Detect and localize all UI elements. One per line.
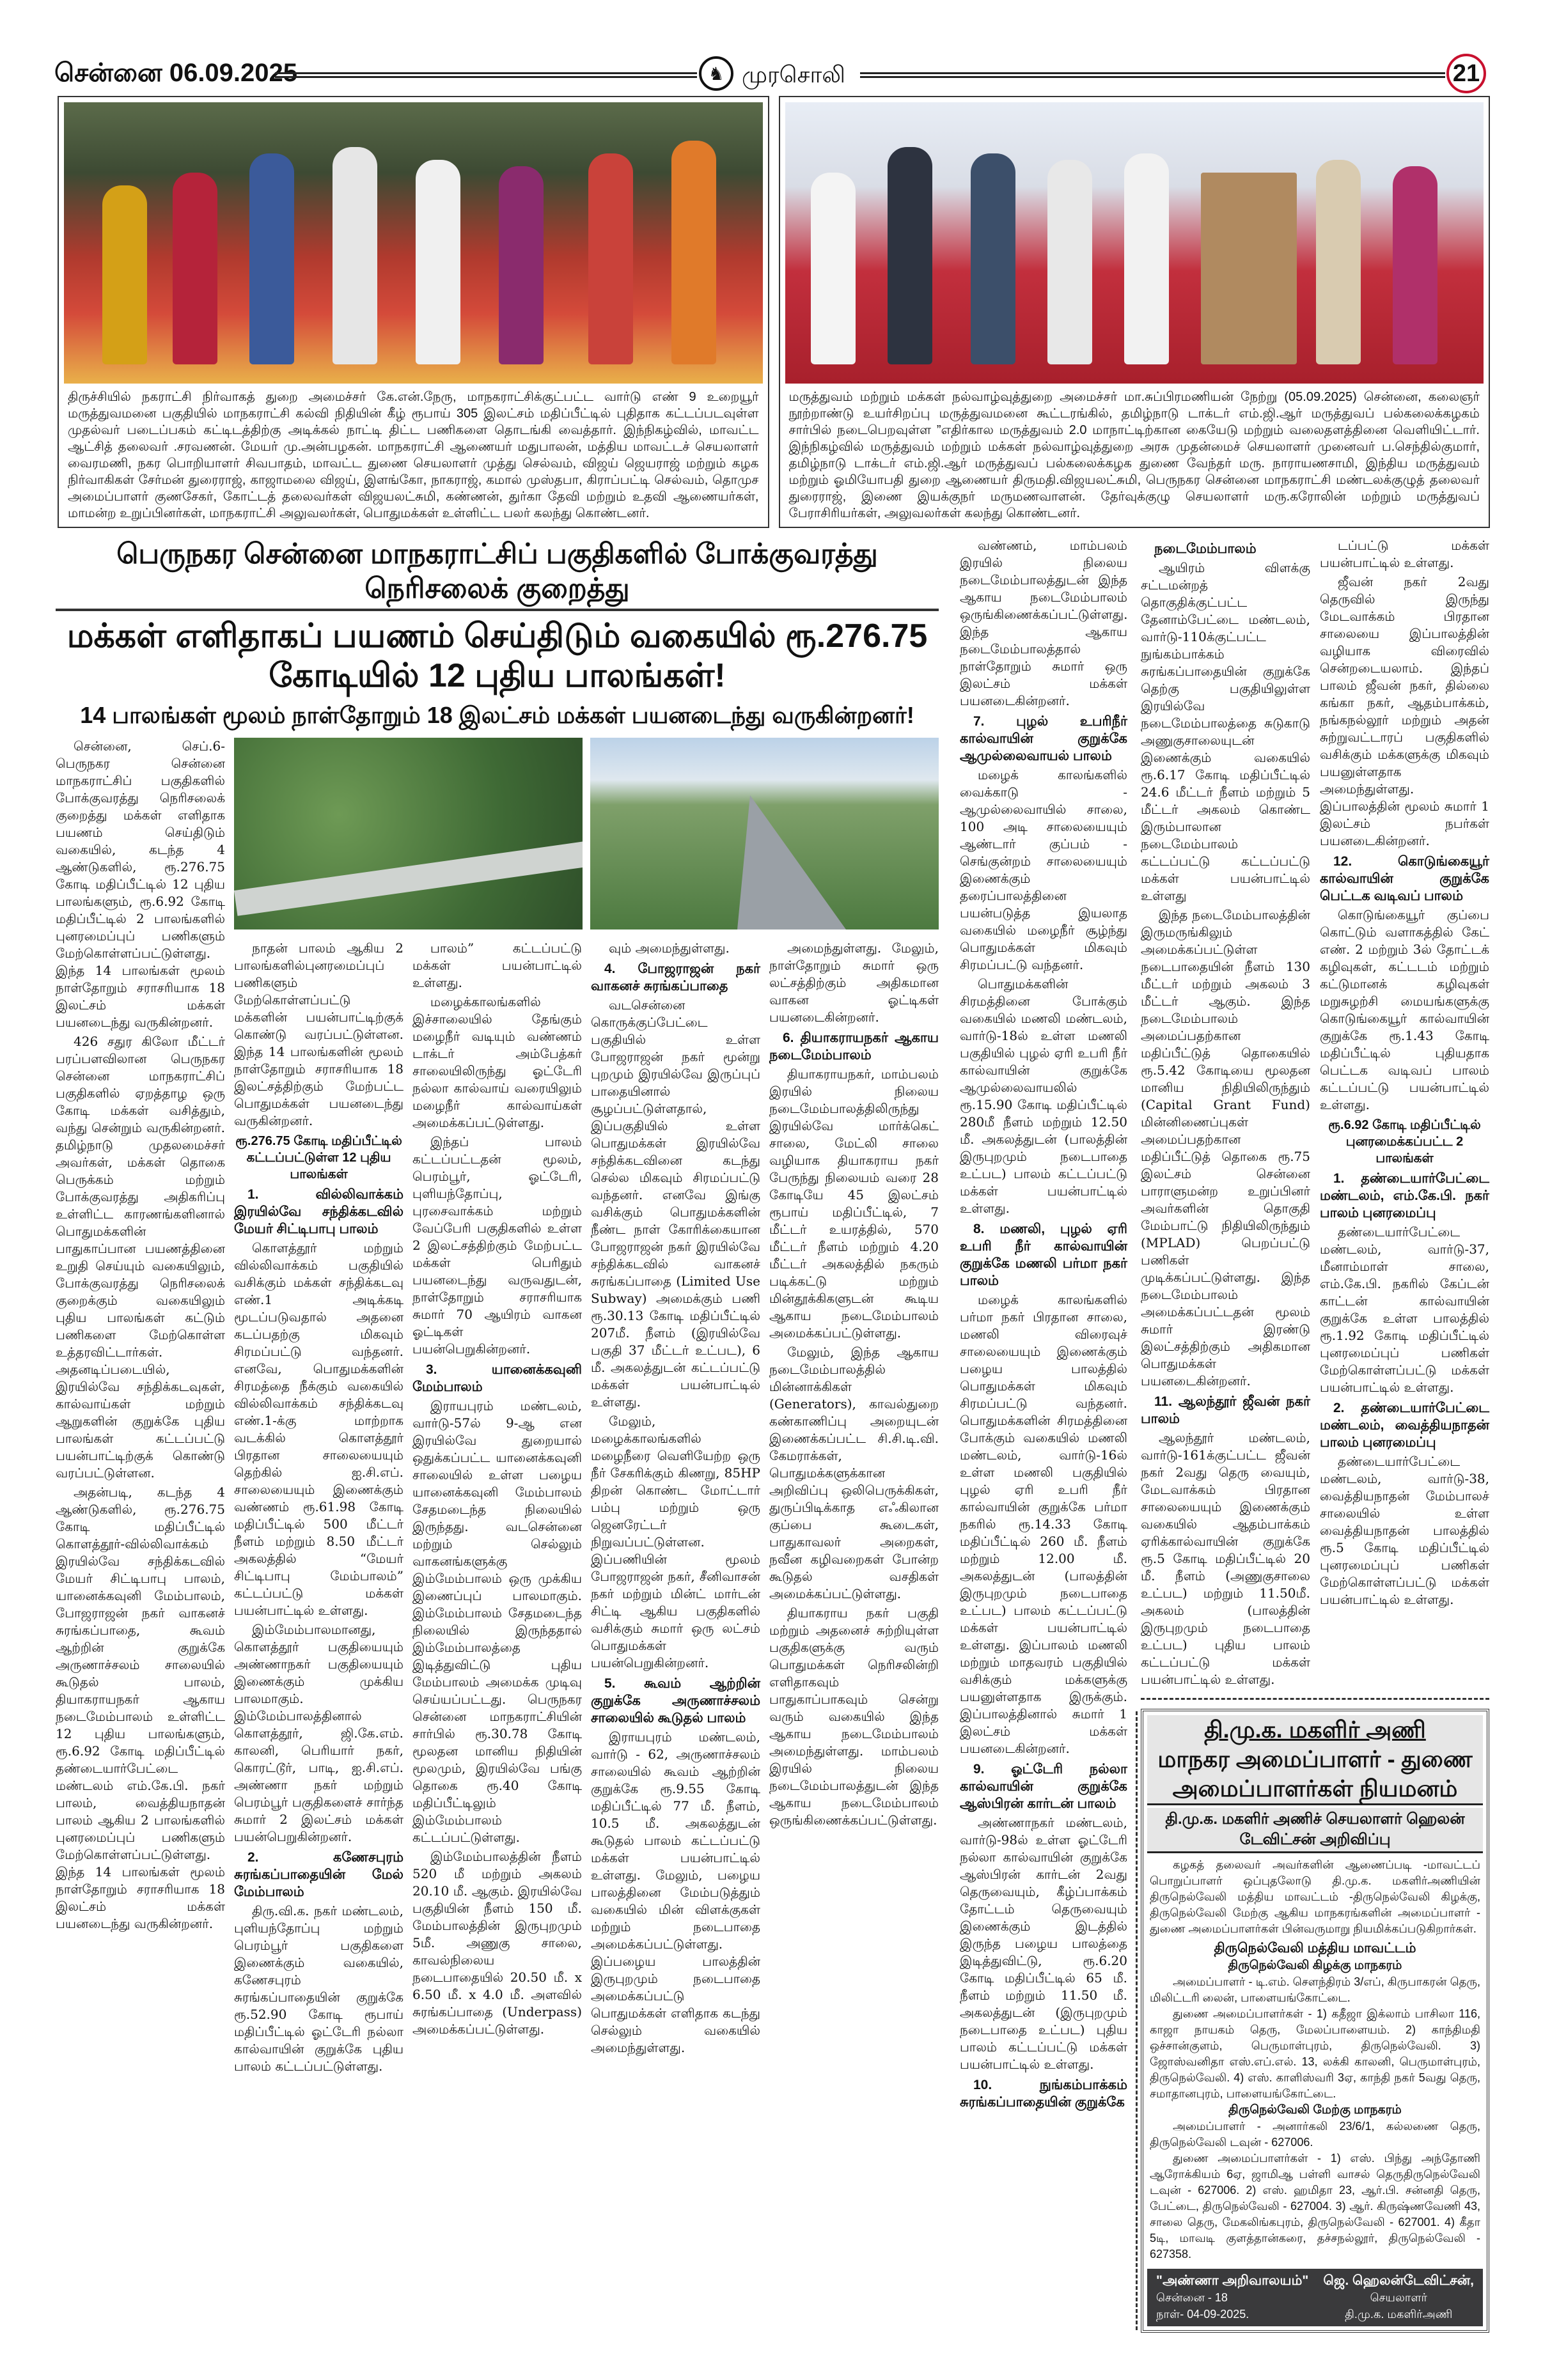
right-block bbox=[1141, 537, 1489, 2333]
notice-headline: மாநகர அமைப்பாளர் - துணை அமைப்பாளர்கள் நியமனம் bbox=[1147, 1745, 1483, 1805]
article-paragraph: அமைந்துள்ளது. மேலும், நாள்தோறும் சுமார் ஒரு லட்சத்திற்கும் அதிகமான வாகன ஓட்டிகள் பயனடைகின்றனர். bbox=[769, 940, 939, 1025]
article-paragraph: டப்பட்டு மக்கள் பயன்பாட்டில் உள்ளது. bbox=[1320, 538, 1489, 570]
photo-caption: திருச்சியில் நகராட்சி நிர்வாகத் துறை அமைச்சர் கே.என்.நேரு, மாநகராட்சிக்குட்பட்ட வார்டு எண் 9 உறையூர் மருத்துவமனை பகுதியில் மாநகராட்சி கல்வி நிதியின் கீழ் ரூபாய் 305 இலட்சம் மதிப்பீட்டில் புதிதாக கட்டப்படவுள்ள முதல்வர் படைப்பகம் கட்டிடத்திற்கு அடிக்கல் நாட்டி திட்ட பணிகளை தொடங்கி வைத்தார். இந்நிகழ்வில், மாவட்ட ஆட்சித் தலைவர் .சரவணன். மேயர் மு.அன்பழகன். மாநகராட்சி ஆணையர் மதுபாலன், மத்திய மாவட்டச் செயலாளர் வைரமணி, நகர பொறியாளர் சிவபாதம், மாவட்ட துணை செயலாளர் முத்து செல்வம், விஜய் ஜெயராஜ் மற்றும் கழக நிர்வாகிகள் சேர்மன் துரைராஜ், காஜாமலை விஜய், இளங்கோ, நாகராஜ், கமால் முஸ்தபா, கிராப்பட்டி செல்வம், தொமுச அமைப்பாளர் குணசேகர், கோட்டத் தலைவர்கள் விஜயலட்சுமி, கண்ணன், துர்கா தேவி மற்றும் உதவி ஆணையர்கள், மாமன்ற உறுப்பினர்கள், மாநகராட்சி அலுவலர்கள், பொதுமக்கள் உள்ளிட்ட பலர் கலந்து கொண்டனர். bbox=[68, 390, 759, 520]
article-paragraph: இம்மேம்பாலத்தின் நீளம் 520 மீ மற்றும் அகலம் 20.10 மீ. ஆகும். இரயில்வே பகுதியின் நீளம் 150 மீ. மேம்பாலத்தின் இருபுறமும் 5மீ. அணுகு சாலை, காவல்நிலைய நடைபாதையில் 20.50 மீ. x 6.50 மீ. x 4.0 மீ. அளவில் சுரங்கப்பாதை (Underpass) அமைக்கப்பட்டுள்ளது. bbox=[412, 1849, 582, 2037]
notice-signature-block bbox=[1147, 2269, 1483, 2326]
edition-date: சென்னை 06.09.2025 bbox=[54, 59, 298, 87]
office-name: "அண்ணா அறிவாலயம்" bbox=[1156, 2273, 1309, 2288]
article-paragraph: இராயபுரம் மண்டலம், வார்டு - 62, அருணாச்சலம் சாலையில் கூவம் ஆற்றின் குறுக்கே ரூ.9.55 கோடி மதிப்பீட்டில் 77 மீ. நீளம், 10.5 மீ. அகலத்துடன் கூடுதல் பாலம் கட்டப்பட்டு மக்கள் பயன்பாட்டில் உள்ளது. மேலும், பழைய பாலத்தினை மேம்படுத்தும் வகையில் மின் விளக்குகள் மற்றும் நடைபாதை அமைக்கப்பட்டுள்ளது. இப்பழைய பாலத்தின் இருபுறமும் நடைபாதை அமைக்கப்பட்டு பொதுமக்கள் எளிதாக கடந்து செல்லும் வகையில் அமைந்துள்ளது. bbox=[591, 1729, 760, 2055]
article-paragraph: கொடுங்கையூர் குப்பை கொட்டும் வளாகத்தில் கேட் எண். 2 மற்றும் 3ல் தோட்டக் கழிவுகள், கட்டடம் மற்றும் கட்டுமானக் கழிவுகள் மறுசுழற்சி மையங்களுக்கு கொடுங்கையூர் கால்வாயின் குறுக்கே ரூ.1.43 கோடி மதிப்பீட்டில் புதியதாக பெட்டக வடிவப் பாலம் கட்டப்பட்டு பயன்பாட்டில் உள்ளது. bbox=[1320, 907, 1489, 1112]
article-paragraph: தண்டையார்பேட்டை மண்டலம், வார்டு-38, வைத்தியநாதன் மேம்பாலச் சாலையில் உள்ள வைத்தியநாதன் பாலத்தில் ரூ.5 கோடி மதிப்பீட்டில் புனரமைப்புப் பணிகள் மேற்கொள்ளப்பட்டு மக்கள் பயன்பாட்டில் உள்ளது. bbox=[1320, 1454, 1489, 1607]
article-kicker: பெருநகர சென்னை மாநகராட்சிப் பகுதிகளில் போக்குவரத்து நெரிசலைக் குறைத்து bbox=[116, 538, 878, 604]
article-column-8 bbox=[1320, 537, 1489, 1690]
photo-caption: மருத்துவம் மற்றும் மக்கள் நல்வாழ்வுத்துறை அமைச்சர் மா.சுப்பிரமணியன் நேற்று (05.09.2025) சென்னை, கலைஞர் நூற்றாண்டு உயர்சிறப்பு மருத்துவமனை கூட்டரங்கில், தமிழ்நாடு டாக்டர் எம்.ஜி.ஆர் மருத்துவப் பல்கலைக்கழகம் சார்பில் நடைபெறவுள்ள ”எதிர்கால மருத்துவம் 2.0 மாநாட்டிற்கான கையேடு மற்றும் வலைதளத்தினை வெளியிட்டார். இந்நிகழ்வில் மருத்துவம் மற்றும் மக்கள் நல்வாழ்வுத்துறை அரசு முதன்மைச் செயலாளர் முனைவர் ப.செந்தில்குமார், தமிழ்நாடு டாக்டர் எம்.ஜி.ஆர் மருத்துவப் பல்கலைக்கழக துணை வேந்தர் மரு. நாராயணசாமி, இந்திய மருத்துவம் மற்றும் ஓமியோபதி துறை ஆணையர் திருமதி.விஜயலட்சுமி, பெருநகர சென்னை மாநகராட்சி மண்டலக்குழுத் தலைவர் துரைராஜ், இணை இயக்குநர் மருமணவாளன். தேர்வுக்குழு செயலாளர் மரு.கரோலின் மற்றும் மருத்துவப் பேராசிரியர்கள், அலுவலர்கள் கலந்து கொண்டனர். bbox=[788, 390, 1480, 520]
article-column-1 bbox=[56, 738, 225, 2077]
article-section-heading: 2. கணேசபுரம் சுரங்கப்பாதையின் மேல் மேம்பாலம் bbox=[234, 1850, 403, 1899]
deputies: துணை அமைப்பாளர்கள் - 1) எஸ். பிந்து அந்தோணி ஆரோக்கியம் 6ஏ, ஜாமிஆ பள்ளி வாசல் தெருதிருநெல்வேலி டவுன் - 627006. 2) எஸ். ஹமிதா 23, ஆர்.பி. சன்னதி தெரு, பேட்டை, திருநெல்வேலி - 627004. 3) ஆர். கிருஷ்ணவேணி 43, சாலை தெரு, மேகலிங்கபுரம், திருநெல்வேலி - 627001. 4) கீதா 5டி, மாவடி குளத்தான்கரை, தச்சநல்லூர், திருநெல்வேலி - 627358. bbox=[1150, 2152, 1480, 2260]
article-paragraph: அதன்படி, கடந்த 4 ஆண்டுகளில், ரூ.276.75 கோடி மதிப்பீட்டில் கொளத்தூர்-வில்லிவாக்கம் இரயில்வே சந்திக்கடவில் மேயர் சிட்டிபாபு பாலம், யானைக்கவுனி மேம்பாலம், போஜராஜன் நகர் வாகனச் சுரங்கப்பாதை, கூவம் ஆற்றின் குறுக்கே அருணாச்சலம் சாலையில் கூடுதல் பாலம், தியாகராயநகர் ஆகாய நடைமேம்பாலம் உள்ளிட்ட 12 புதிய பாலங்களும், ரூ.6.92 கோடி மதிப்பீட்டில் தண்டையார்பேட்டை மண்டலம் எம்.கே.பி. நகர் பாலம், வைத்தியநாதன் பாலம் ஆகிய 2 பாலங்களில் புனரமைப்புப் பணிகளும் மேற்கொள்ளப்பட்டுள்ளது. இந்த 14 பாலங்கள் மூலம் நாள்தோறும் சராசரியாக 18 இலட்சம் மக்கள் பயனடைந்து வருகின்றனர். bbox=[56, 1484, 225, 1931]
article-section-heading: 3. யானைக்கவுனி மேம்பாலம் bbox=[412, 1362, 582, 1394]
article-paragraph: ஆலந்தூர் மண்டலம், வார்டு-161க்குட்பட்ட ஜீவன் நகர் 2வது தெரு வையும், மேடவாக்கம் பிரதான சாலையையும் இணைக்கும் வகையில் ஆதம்பாக்கம் ஏரிக்கால்வாயின் குறுக்கே ரூ.5 கோடி மதிப்பீட்டில் 20 மீ. நீளம் (அணுகுசாலை உட்பட) மற்றும் 11.50மீ. அகலம் (பாலத்தின் இருபுறமும் நடைபாதை உட்பட) புதிய பாலம் கட்டப்பட்டு மக்கள் பயன்பாட்டில் உள்ளது. bbox=[1141, 1430, 1310, 1687]
dmk-womens-wing-notice bbox=[1141, 1709, 1489, 2333]
main-article-area bbox=[56, 537, 1543, 2333]
article-paragraph: இந்த நடைமேம்பாலத்தின் இருமருங்கிலும் அமைக்கப்பட்டுள்ள நடைபாதையின் நீளம் 130 மீட்டர் மற்றும் அகலம் 3 மீட்டர் ஆகும். இந்த நடைமேம்பாலம் அமைப்பதற்கான மதிப்பீட்டுத் தொகையில் ரூ.5.42 கோடியை மூலதன மானிய நிதியிலிருந்தும் (Capital Grant Fund) மின்னிணைப்புகள் அமைப்பதற்கான மதிப்பீட்டுத் தொகை ரூ.75 இலட்சம் சென்னை பாராளுமன்ற உறுப்பினர் அவர்களின் தொகுதி மேம்பாட்டு நிதியிலிருந்தும் (MPLAD) பெறப்பட்டு பணிகள் முடிக்கப்பட்டுள்ளது. இந்த நடைமேம்பாலம் அமைக்கப்பட்டதன் மூலம் சுமார் இரண்டு இலட்சத்திற்கும் அதிகமான பொதுமக்கள் பயனடைகின்றனர். bbox=[1141, 907, 1310, 1388]
notice-subtitle: தி.மு.க. மகளிர் அணிச் செயலாளர் ஹெலன் டேவிட்சன் அறிவிப்பு bbox=[1147, 1808, 1483, 1853]
article-paragraph: ஜீவன் நகர் 2வது தெருவில் இருந்து மேடவாக்கம் பிரதான சாலையை இப்பாலத்தின் வழியாக விரைவில் சென்றடையலாம். இந்தப் பாலம் ஜீவன் நகர், தில்லை கங்கா நகர், ஆதம்பாக்கம், நங்கநல்லூர் மற்றும் அதன் சுற்றுவட்டாரப் பகுதிகளில் வசிக்கும் மக்களுக்கு மிகவும் பயனுள்ளதாக அமைந்துள்ளது. இப்பாலத்தின் மூலம் சுமார் 1 இலட்சம் நபர்கள் பயனடைகின்றனர். bbox=[1320, 574, 1489, 848]
paper-name: முரசொலி bbox=[742, 61, 845, 88]
article-section-heading: 8. மணலி, புழல் ஏரி உபரி நீர் கால்வாயின் குறுக்கே மணலி பர்மா நகர் பாலம் bbox=[960, 1222, 1127, 1288]
article-paragraph: ஆயிரம் விளக்கு சட்டமன்றத் தொகுதிக்குட்பட்ட தேனாம்பேட்டை மண்டலம், வார்டு-110க்குட்பட்ட நுங்கம்பாக்கம் சுரங்கப்பாதையின் குறுக்கே தெற்கு பகுதியிலுள்ள இரயில்வே நடைமேம்பாலத்தை சுடுகாடு அணுகுசாலையுடன் இணைக்கும் வகையில் ரூ.6.17 கோடி மதிப்பீட்டில் 24.6 மீட்டர் நீளம் மற்றும் 5 மீட்டர் அகலம் கொண்ட இரும்பாலான நடைமேம்பாலம் கட்டப்பட்டு கட்டப்பட்டு மக்கள் பயன்பாட்டில் உள்ளது bbox=[1141, 560, 1310, 903]
article-section-heading: 4. போஜராஜன் நகர் வாகனச் சுரங்கப்பாதை bbox=[591, 961, 760, 993]
article-paragraph: கொளத்தூர் மற்றும் வில்லிவாக்கம் பகுதியில் வசிக்கும் மக்கள் சந்திக்கடவு எண்.1 அடிக்கடி மூடப்படுவதால் அதனை கடப்பதற்கு மிகவும் சிரமப்பட்டு வந்தனர். எனவே, பொதுமக்களின் சிரமத்தை நீக்கும் வகையில் வில்லிவாக்கம் சந்திக்கடவு எண்.1-க்கு மாற்றாக வடக்கில் கொளத்தூர் பிரதான சாலையையும் தெற்கில் ஐ.சி.எப். சாலையையும் இணைக்கும் வண்ணம் ரூ.61.98 கோடி மதிப்பீட்டில் 500 மீட்டர் நீளம் மற்றும் 8.50 மீட்டர் அகலத்தில் “மேயர் சிட்டிபாபு மேம்பாலம்” கட்டப்பட்டு மக்கள் பயன்பாட்டில் உள்ளது. bbox=[234, 1240, 403, 1618]
notice-intro: கழகத் தலைவர் அவர்களின் ஆணைப்படி -மாவட்டப் பொறுப்பாளர் ஒப்புதலோடு தி.மு.க. மகளிர்அணியின் திருநெல்வேலி மத்திய மாவட்டம் -திருநெல்வேலி கிழக்கு, திருநெல்வேலி மேற்கு ஆகிய மாநகரங்களின் அமைப்பாளர் - துணை அமைப்பாளர்கள் பின்வருமாறு நியமிக்கப்படுகிறார்கள். bbox=[1150, 1858, 1480, 1935]
drum-logo-icon: ♞ bbox=[699, 56, 733, 91]
article-headline: மக்கள் எளிதாகப் பயணம் செய்திடும் வகையில் ரூ.276.75 கோடியில் 12 புதிய பாலங்கள்! bbox=[67, 618, 928, 694]
signatory-name: ஜெ. ஹெலன்டேவிட்சன், bbox=[1323, 2273, 1474, 2288]
article-paragraph: பொதுமக்களின் சிரமத்தினை போக்கும் வகையில் மணலி மண்டலம், வார்டு-18ல் உள்ள மணலி பகுதியில் புழல் ஏரி உபரி நீர் கால்வாயின் குறுக்கே ஆமுல்லைவாயலில் ரூ.15.90 கோடி மதிப்பீட்டில் 280மீ நீளம் மற்றும் 12.50 மீ. அகலத்துடன் (பாலத்தின் இருபுறமும் நடைபாதை உட்பட) பாலம் கட்டப்பட்டு மக்கள் பயன்பாட்டில் உள்ளது. bbox=[960, 976, 1127, 1216]
notice-district: திருநெல்வேலி மத்திய மாவட்டம் bbox=[1214, 1941, 1416, 1956]
article-photos bbox=[234, 738, 939, 929]
article-paragraph: தியாகராயநகர், மாம்பலம் இரயில் நிலைய நடைமேம்பாலத்திலிருந்து இரயில்வே மார்க்கெட் சாலை, மேட்லி சாலை வழியாக தியாகராய நகர் பேருந்து நிலையம் வரை 28 கோடியே 45 இலட்சம் ரூபாய் மதிப்பீட்டில், 7 மீட்டர் உயரத்தில், 570 மீட்டர் நீளம் மற்றும் 4.20 மீட்டர் அகலத்தில் நகரும் படிக்கட்டு மற்றும் மின்தூக்கிகளுடன் கூடிய ஆகாய நடைமேம்பாலம் அமைக்கப்பட்டுள்ளது. bbox=[769, 1066, 939, 1341]
notice-date: நாள்- 04-09-2025. bbox=[1156, 2308, 1249, 2321]
article-section-heading: 2. தண்டையார்பேட்டை மண்டலம், வைத்தியநாதன் பாலம் புனரமைப்பு bbox=[1320, 1401, 1489, 1450]
organizer: அமைப்பாளர் - அனார்கலி 23/6/1, கல்லணை தெரு, திருநெல்வேலி டவுன் - 627006. bbox=[1150, 2120, 1480, 2149]
article-section-heading: 1. வில்லிவாக்கம் இரயில்வே சந்திக்கடவில் மேயர் சிட்டிபாபு பாலம் bbox=[234, 1187, 403, 1236]
article-paragraph: மழைக்காலங்களில் இச்சாலையில் தேங்கும் மழைநீர் வடியும் வண்ணம் டாக்டர் அம்பேத்கர் சாலையிலிருந்து ஓட்டேரி நல்லா கால்வாய் வரையிலும் மழைநீர் கால்வாய்கள் அமைக்கப்பட்டுள்ளது. bbox=[412, 994, 582, 1130]
organizer: அமைப்பாளர் - டி.எம். சௌந்திரம் 3/எப், கிருபாகரன் தெரு, மிலிட்டரி லைன், பாளையங்கோட்டை. bbox=[1150, 1975, 1480, 2004]
office-city: சென்னை - 18 bbox=[1156, 2291, 1228, 2304]
article-section-heading: 9. ஓட்டேரி நல்லா கால்வாயின் குறுக்கே ஆஸ்பிரன் கார்டன் பாலம் bbox=[960, 1762, 1127, 1811]
photo-story-health-minister bbox=[779, 96, 1491, 528]
article-paragraph: தண்டையார்பேட்டை மண்டலம், வார்டு-37, மீனாம்மாள் சாலை, எம்.கே.பி. நகரில் கேப்டன் காட்டன் கால்வாயின் குறுக்கே உள்ள பாலத்தில் ரூ.1.92 கோடி மதிப்பீட்டில் புனரமைப்புப் பணிகள் மேற்கொள்ளப்பட்டு மக்கள் பயன்பாட்டில் உள்ளது. bbox=[1320, 1224, 1489, 1395]
article-column-5 bbox=[769, 940, 939, 2077]
article-section-heading: 5. கூவம் ஆற்றின் குறுக்கே அருணாச்சலம் சாலையில் கூடுதல் பாலம் bbox=[591, 1676, 760, 1725]
article-paragraph: அண்ணாநகர் மண்டலம், வார்டு-98ல் உள்ள ஓட்டேரி நல்லா கால்வாயின் குறுக்கே ஆஸ்பிரன் கார்டன் 2வது தெருவையும், கீழ்ப்பாக்கம் தோட்டம் தெருவையும் இணைக்கும் இடத்தில் இருந்த பழைய பாலத்தை இடித்துவிட்டு, ரூ.6.20 கோடி மதிப்பீட்டில் 65 மீ. நீளம் மற்றும் 11.50 மீ. அகலத்துடன் (இருபுறமும் நடைபாதை உட்பட) புதிய பாலம் கட்டப்பட்டு மக்கள் பயன்பாட்டில் உள்ளது. bbox=[960, 1815, 1127, 2072]
article-section-heading: 7. புழல் உபரிநீர் கால்வாயின் குறுக்கே ஆமுல்லைவாயல் பாலம் bbox=[960, 714, 1127, 763]
article-section-heading: 6. தியாகராயநகர் ஆகாய நடைமேம்பாலம் bbox=[769, 1031, 939, 1062]
photo-story-trichy bbox=[58, 96, 769, 528]
article-lead-region bbox=[56, 537, 939, 2077]
signatory-org: தி.மு.க. மகளிர்அணி bbox=[1345, 2308, 1453, 2321]
article-section-heading: 1. தண்டையார்பேட்டை மண்டலம், எம்.கே.பி. நகர் பாலம் புனரமைப்பு bbox=[1320, 1171, 1489, 1220]
article-paragraph: தியாகராய நகர் பகுதி மற்றும் அதனைச் சுற்றியுள்ள பகுதிகளுக்கு வரும் பொதுமக்கள் நெரிசலின்றி எளிதாகவும் பாதுகாப்பாகவும் சென்று வரும் வகையில் இந்த ஆகாய நடைமேம்பாலம் அமைந்துள்ளது. மாம்பலம் இரயில் நிலைய நடைமேம்பாலத்துடன் இந்த ஆகாய நடைமேம்பாலம் ஒருங்கிணைக்கப்பட்டுள்ளது. bbox=[769, 1605, 939, 1828]
article-body bbox=[56, 738, 939, 2077]
article-paragraph: திரு.வி.க. நகர் மண்டலம், புளியந்தோப்பு மற்றும் பெரம்பூர் பகுதிகளை இணைக்கும் வகையில், கணேசபுரம் சுரங்கப்பாதையின் குறுக்கே ரூ.52.90 கோடி ரூபாய் மதிப்பீட்டில் ஓட்டேரி நல்லா கால்வாயின் குறுக்கே புதிய பாலம் கட்டப்பட்டுள்ளது. bbox=[234, 1903, 403, 2074]
article-subheadline: 14 பாலங்கள் மூலம் நாள்தோறும் 18 இலட்சம் மக்கள் பயனடைந்து வருகின்றனர்! bbox=[80, 702, 914, 728]
article-paragraph: மேலும், மழைக்காலங்களில் மழைநீரை வெளியேற்ற ஒரு நீர் சேகரிக்கும் கிணறு, 85HP திறன் கொண்ட மோட்டார் பம்பு மற்றும் ஒரு ஜெனரேட்டர் நிறுவப்பட்டுள்ளன. இப்பணியின் மூலம் போஜராஜன் நகர், சீனிவாசன் நகர் மற்றும் மின்ட் மார்டன் சிட்டி ஆகிய பகுதிகளில் வசிக்கும் சுமார் ஒரு லட்சம் பொதுமக்கள் பயன்பெறுகின்றனர். bbox=[591, 1413, 760, 1670]
signatory-role: செயலாளர் bbox=[1370, 2291, 1427, 2304]
photo-bridge-road bbox=[590, 738, 939, 929]
article-column-6 bbox=[960, 537, 1127, 2113]
article-section-heading: 12. கொடுங்கையூர் கால்வாயின் குறுக்கே பெட்டக வடிவப் பாலம் bbox=[1320, 854, 1489, 903]
article-paragraph: பாலம்” கட்டப்பட்டு மக்கள் பயன்பாட்டில் உள்ளது. bbox=[412, 940, 582, 990]
photo-foundation-stone-ceremony bbox=[64, 102, 763, 384]
article-paragraph: வடசென்னை கொருக்குப்பேட்டை பகுதியில் உள்ள போஜராஜன் நகர் மூன்று புறமும் இரயில்வே இருப்புப் பாதையினால் சூழப்பட்டுள்ளதால், இப்பகுதியில் உள்ள பொதுமக்கள் இரயில்வே சந்திக்கடவினை கடந்து செல்ல மிகவும் சிரமப்பட்டு வந்தனர். எனவே இங்கு வசிக்கும் பொதுமக்களின் நீண்ட நாள் கோரிக்கையான போஜராஜன் நகர் இரயில்வே சந்திக்கடவில் வாகனச் சுரங்கப்பாதை (Limited Use Subway) அமைக்கும் பணி ரூ.30.13 கோடி மதிப்பீட்டில் 207மீ. நீளம் (இரயில்வே பகுதி 37 மீட்டர் உட்பட), 6 மீ. அகலத்துடன் கட்டப்பட்டு மக்கள் பயன்பாட்டில் உள்ளது. bbox=[591, 997, 760, 1410]
article-paragraph: இந்தப் பாலம் கட்டப்பட்டதன் மூலம், பெரம்பூர், ஓட்டேரி, புளியந்தோப்பு, புரசைவாக்கம் மற்றும் வேப்பேரி பகுதிகளில் உள்ள 2 இலட்சத்திற்கும் மேற்பட்ட மக்கள் பெரிதும் பயனடைந்து வருவதுடன், நாள்தோறும் சராசரியாக சுமார் 70 ஆயிரம் வாகன ஓட்டிகள் பயன்பெறுகின்றனர். bbox=[412, 1134, 582, 1357]
headline-rule bbox=[56, 609, 939, 611]
header-rule bbox=[275, 72, 697, 78]
deputies: துணை அமைப்பாளர்கள் - 1) கதீஜா இக்லாம் பாசிலா 116, காஜா நாயகம் தெரு, மேலப்பாளையம். 2) காந்திமதி ஒச்சான்குளம், பெருமாள்புரம், திருநெல்வேலி. 3) ஜோஸ்வனிதா எஸ்.எப்.எல். 13, லக்கி காலனி, பெருமாள்புரம், திருநெல்வேலி. 4) எஸ். காளிஸ்வரி 3ஏ, காந்தி நகர் 5வது தெரு, சமாதானபுரம், பாளையங்கோட்டை. bbox=[1150, 2007, 1480, 2100]
article-column-7 bbox=[1141, 537, 1310, 1690]
notice-title: தி.மு.க. மகளிர் அணி bbox=[1147, 1715, 1483, 1745]
article-section-heading: 11. ஆலந்தூர் ஜீவன் நகர் பாலம் bbox=[1141, 1394, 1310, 1426]
top-photo-row bbox=[58, 96, 1490, 528]
dashed-divider bbox=[1136, 1711, 1138, 2330]
page-number: 21 bbox=[1446, 54, 1486, 93]
article-column-4 bbox=[591, 940, 760, 2077]
article-paragraph: மழைக் காலங்களில் பர்மா நகர் பிரதான சாலை, மணலி விரைவுச் சாலையையும் இணைக்கும் பழைய பாலத்தில் பொதுமக்கள் மிகவும் சிரமப்பட்டு வந்தனர். பொதுமக்களின் சிரமத்தினை போக்கும் வகையில் மணலி மண்டலம், வார்டு-16ல் உள்ள மணலி பகுதியில் புழல் ஏரி உபரி நீர் கால்வாயின் குறுக்கே பர்மா நகரில் ரூ.14.33 கோடி மதிப்பீட்டில் 260 மீ. நீளம் மற்றும் 12.00 மீ. அகலத்துடன் (பாலத்தின் இருபுறமும் நடைபாதை உட்பட) பாலம் கட்டப்பட்டு மக்கள் பயன்பாட்டில் உள்ளது. இப்பாலம் மணலி மற்றும் மாதவரம் பகுதியில் வசிக்கும் மக்களுக்கு பயனுள்ளதாக இருக்கும். இப்பாலத்தினால் சுமார் 1 இலட்சம் மக்கள் பயனடைகின்றனர். bbox=[960, 1292, 1127, 1756]
article-paragraph: மழைக் காலங்களில் வைக்காடு - ஆமுல்லைவாயில் சாலை, 100 அடி சாலையையும் ஆண்டார் குப்பம் - செங்குன்றம் சாலையையும் இணைக்கும் தரைப்பாலத்தினை பயன்படுத்த இயலாத வகையில் மழைநீர் சூழ்ந்து பொதுமக்கள் மிகவும் சிரமப்பட்டு வந்தனர். bbox=[960, 767, 1127, 972]
article-section-heading: ரூ.6.92 கோடி மதிப்பீட்டில் புனரமைக்கப்பட்ட 2 பாலங்கள் bbox=[1328, 1118, 1481, 1165]
article-column-2 bbox=[234, 940, 403, 2077]
article-paragraph: 426 சதுர கிலோ மீட்டர் பரப்பளவிலான பெருநகர சென்னை மாநகராட்சிப் பகுதிகளில் ஏறத்தாழ ஒரு கோடி மக்கள் வசித்தும், வந்து சென்றும் வருகின்றனர். தமிழ்நாடு முதலமைச்சர் அவர்கள், மக்கள் தொகை பெருக்கம் மற்றும் போக்குவரத்து அதிகரிப்பு உள்ளிட்ட காரணங்களினால் பொதுமக்களின் பாதுகாப்பான பயணத்தினை உறுதி செய்யும் வகையிலும், போக்குவரத்து நெரிசலைக் குறைக்கும் வகையிலும் புதிய பாலங்கள் கட்டும் பணிகளை மேற்கொள்ள உத்தரவிட்டார்கள். அதனடிப்படையில், இரயில்வே சந்திக்கடவுகள், கால்வாய்கள் மற்றும் ஆறுகளின் குறுக்கே புதிய பாலங்கள் கட்டப்பட்டு பயன்பாட்டிற்குக் கொண்டு வரப்பட்டுள்ளன. bbox=[56, 1034, 225, 1481]
header-rule bbox=[860, 72, 1445, 78]
article-paragraph: வண்ணம், மாம்பலம் இரயில் நிலைய நடைமேம்பாலத்துடன் இந்த ஆகாய நடைமேம்பாலம் ஒருங்கிணைக்கப்பட்டுள்ளது. இந்த ஆகாய நடைமேம்பாலத்தால் நாள்தோறும் சுமார் ஒரு இலட்சம் மக்கள் பயனடைகின்றனர். bbox=[960, 538, 1128, 708]
photo-book-release-event bbox=[785, 102, 1484, 384]
article-paragraph: நாதன் பாலம் ஆகிய 2 பாலங்களில்புனரமைப்புப் பணிகளும் மேற்கொள்ளப்பட்டு மக்களின் பயன்பாட்டிற்குக் கொண்டு வரப்பட்டுள்ளன. இந்த 14 பாலங்களின் மூலம் நாள்தோறும் சராசரியாக 18 இலட்சத்திற்கும் மேற்பட்ட பொதுமக்கள் பயனடைந்து வருகின்றனர். bbox=[234, 940, 403, 1128]
photo-aerial-bridge bbox=[234, 738, 583, 929]
section-name: திருநெல்வேலி கிழக்கு மாநகரம் bbox=[1228, 1959, 1402, 1972]
dashed-divider bbox=[1141, 1698, 1489, 1700]
article-paragraph: இம்மேம்பாலமானது, கொளத்தூர் பகுதியையும் அண்ணாநகர் பகுதியையும் இணைக்கும் முக்கிய பாலமாகும். இம்மேம்பாலத்தினால் கொளத்தூர், ஜி.கே.எம். காலனி, பெரியார் நகர், கொரட்டூர், பாடி, ஐ.சி.எப். அண்ணா நகர் மற்றும் பெரம்பூர் பகுதிகளைச் சார்ந்த சுமார் 2 இலட்சம் மக்கள் பயன்பெறுகின்றனர். bbox=[234, 1622, 403, 1844]
article-section-heading: 10. நுங்கம்பாக்கம் சுரங்கப்பாதையின் குறுக்கே bbox=[960, 2078, 1127, 2110]
article-column-3 bbox=[412, 940, 582, 2077]
article-paragraph: சென்னை, செப்.6- பெருநகர சென்னை மாநகராட்சிப் பகுதிகளில் போக்குவரத்து நெரிசலைக் குறைத்து மக்கள் எளிதாக பயணம் செய்திடும் வகையில், கடந்த 4 ஆண்டுகளில், ரூ.276.75 கோடி மதிப்பீட்டில் 12 புதிய பாலங்களும், ரூ.6.92 கோடி மதிப்பீட்டில் 2 பாலங்களில் புனரமைப்புப் பணிகளும் மேற்கொள்ளப்பட்டுள்ளது. இந்த 14 பாலங்கள் மூலம் நாள்தோறும் சராசரியாக 18 இலட்சம் மக்கள் பயனடைந்து வருகின்றனர். bbox=[56, 738, 225, 1030]
article-paragraph: இராயபுரம் மண்டலம், வார்டு-57ல் 9-ஆ என இரயில்வே துறையால் ஒதுக்கப்பட்ட யானைக்கவுனி சாலையில் உள்ள பழைய யானைக்கவுனி மேம்பாலம் சேதமடைந்த நிலையில் இருந்தது. வடசென்னை மற்றும் செல்லும் வாகனங்களுக்கு இம்மேம்பாலம் ஒரு முக்கிய இணைப்புப் பாலமாகும். இம்மேம்பாலம் சேதமடைந்த நிலையில் இருந்ததால் இம்மேம்பாலத்தை இடித்துவிட்டு புதிய மேம்பாலம் அமைக்க முடிவு செய்யப்பட்டது. பெருநகர சென்னை மாநகராட்சியின் சார்பில் ரூ.30.78 கோடி மூலதன மானிய நிதியின் மூலமும், இரயில்வே பங்கு தொகை ரூ.40 கோடி மதிப்பீட்டிலும் இம்மேம்பாலம் கட்டப்பட்டுள்ளது. bbox=[412, 1398, 582, 1845]
article-section-heading: நடைமேம்பாலம் bbox=[1154, 541, 1257, 556]
article-section-heading: ரூ.276.75 கோடி மதிப்பீட்டில் கட்டப்பட்டுள்ள 12 புதிய பாலங்கள் bbox=[235, 1134, 402, 1181]
article-paragraph: மேலும், இந்த ஆகாய நடைமேம்பாலத்தில் மின்னாக்கிகள் (Generators), காவல்துறை கண்காணிப்பு அறையுடன் இணைக்கப்பட்ட சி.சி.டி.வி. கேமராக்கள், பொதுமக்களுக்கான அறிவிப்பு ஒலிபெருக்கிகள், துருப்பிடிக்காத எஃகிலான குப்பை கூடைகள், பாதுகாவலர் அறைகள், நவீன கழிவறைகள் போன்ற கூடுதல் வசதிகள் அமைக்கப்பட்டுள்ளது. bbox=[769, 1344, 939, 1601]
section-name: திருநெல்வேலி மேற்கு மாநகரம் bbox=[1228, 2103, 1402, 2117]
article-paragraph: வும் அமைந்துள்ளது. bbox=[609, 940, 730, 956]
